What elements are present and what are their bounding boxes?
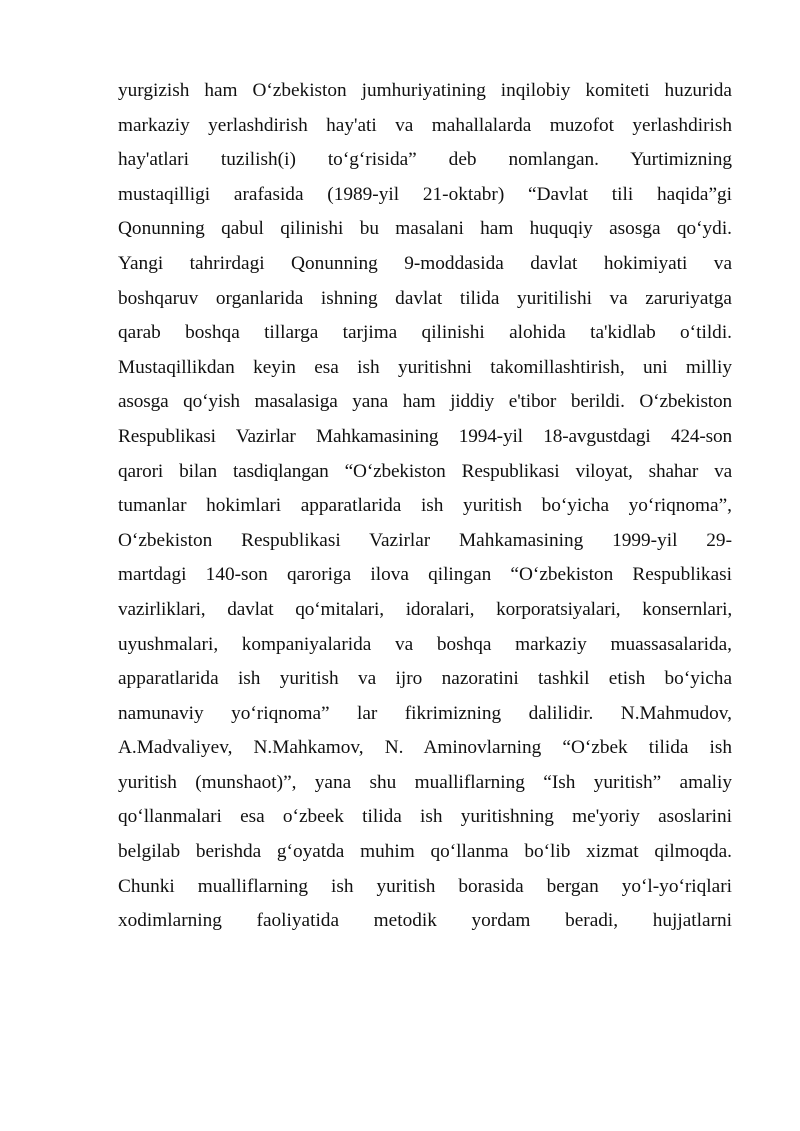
text-line: A.Madvaliyev, N.Mahkamov, N. Aminovlarning “O‘zbek tilida ish [118, 737, 732, 759]
text-line: O‘zbekiston Respublikasi Vazirlar Mahkamasining 1999-yil 29- [118, 529, 732, 551]
text-line: martdagi 140-son qaroriga ilova qilingan “O‘zbekiston Respublikasi [118, 564, 732, 586]
text-line: qo‘llanmalari esa o‘zbeek tilida ish yuritishning me'yoriy asoslarini [118, 806, 732, 828]
text-line: qarab boshqa tillarga tarjima qilinishi alohida ta'kidlab o‘tildi. [118, 322, 732, 344]
text-line: uyushmalari, kompaniyalarida va boshqa markaziy muassasalarida, [118, 633, 732, 655]
text-line: hay'atlari tuzilish(i) to‘g‘risida” deb nomlangan. Yurtimizning [118, 149, 732, 171]
text-line: apparatlarida ish yuritish va ijro nazoratini tashkil etish bo‘yicha [118, 668, 732, 690]
text-line: yuritish (munshaot)”, yana shu mualliflarning “Ish yuritish” amaliy [118, 771, 732, 793]
text-line: yurgizish ham O‘zbekiston jumhuriyatining inqilobiy komiteti huzurida [118, 80, 732, 101]
text-line: qarori bilan tasdiqlangan “O‘zbekiston Respublikasi viloyat, shahar va [118, 460, 732, 482]
text-line: Chunki mualliflarning ish yuritish borasida bergan yo‘l-yo‘riqlari [118, 875, 732, 897]
text-line: xodimlarning faoliyatida metodik yordam beradi, hujjatlarni [118, 910, 732, 932]
text-line: Qonunning qabul qilinishi bu masalani ham huquqiy asosga qo‘ydi. [118, 218, 732, 240]
text-line: markaziy yerlashdirish hay'ati va mahallalarda muzofot yerlashdirish [118, 114, 732, 136]
body-text [118, 74, 732, 939]
text-line: Yangi tahrirdagi Qonunning 9-moddasida davlat hokimiyati va [118, 252, 732, 274]
text-line: vazirliklari, davlat qo‘mitalari, idoralari, korporatsiyalari, konsernlari, [118, 598, 732, 620]
text-line: boshqaruv organlarida ishning davlat tilida yuritilishi va zaruriyatga [118, 287, 732, 309]
text-line: Mustaqillikdan keyin esa ish yuritishni takomillashtirish, uni milliy [118, 356, 732, 378]
text-line: namunaviy yo‘riqnoma” lar fikrimizning dalilidir. N.Mahmudov, [118, 702, 732, 724]
text-line: mustaqilligi arafasida (1989-yil 21-oktabr) “Davlat tili haqida”gi [118, 183, 732, 205]
text-line: Respublikasi Vazirlar Mahkamasining 1994-yil 18-avgustdagi 424-son [118, 425, 732, 447]
text-line: tumanlar hokimlari apparatlarida ish yuritish bo‘yicha yo‘riqnoma”, [118, 495, 732, 517]
text-line: asosga qo‘yish masalasiga yana ham jiddiy e'tibor berildi. O‘zbekiston [118, 391, 732, 413]
text-line: belgilab berishda g‘oyatda muhim qo‘llanma bo‘lib xizmat qilmoqda. [118, 841, 732, 863]
